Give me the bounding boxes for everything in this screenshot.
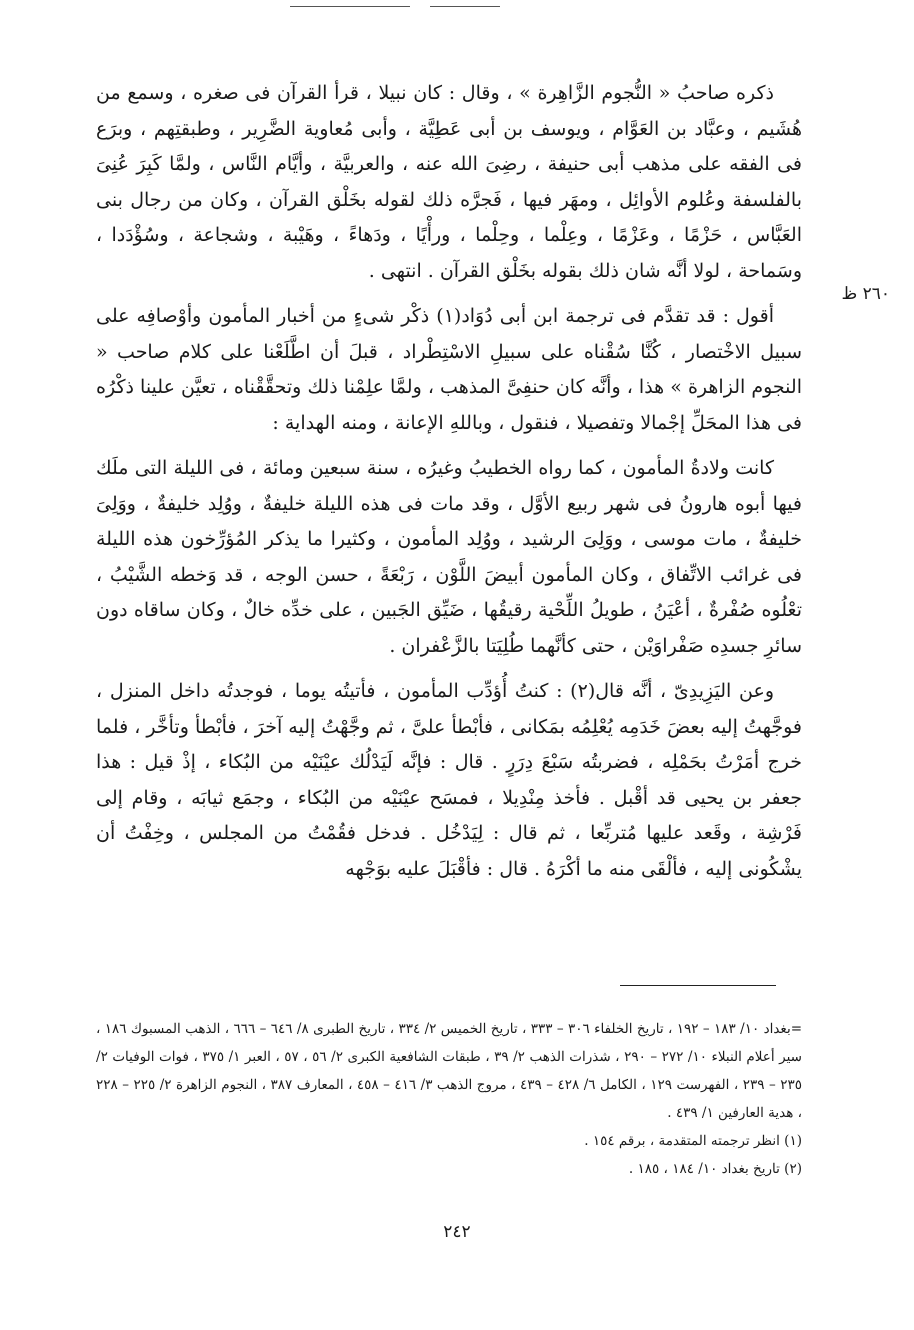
paragraph-yazidi-anecdote: وعن اليَزِيدِىّ ، أنَّه قال(٢) : كنتُ أُؤدِّب المأمون ، فأتيتُه يوما ، فوجدتُه داخل المنزل ، فوجَّهتُ إليه بعضَ خَدَمِه يُعْلِمُه بمَكانى ، فأبْطأ علىَّ ، ثم وجَّهْتُ إليه آخرَ ، فأبْطأ وتأخَّر ، فلما خرج أمَرْتُ بحَمْلِه ، فضربتُه سَبْعَ دِرَرٍ . قال : فإنَّه لَيَدْلُك عيْنَيْه من البُكاء ، إذْ قيل : هذا جعفر بن يحيى قد أقْبل . فأخذ مِنْدِيلا ، فمسَح عيْنَيْه من البُكاء ، وجمَع ثيابَه ، وقام إلى فَرْشِة ، وقَعد عليها مُتربِّعا ، ثم قال : لِيَدْخُل . فدخل فقُمْتُ من المجلس ، وخِفْتُ أن يشْكُونى إليه ، فألْقَى منه ما أكْرَهُ . قال : فأقْبَلَ عليه بوَجْهه (96, 680, 802, 880)
footnote-1: (١) انظر ترجمته المتقدمة ، برقم ١٥٤ . (584, 1133, 802, 1149)
footnote-continued-sources: =بغداد ١٠/ ١٨٣ – ١٩٢ ، تاريخ الخلفاء ٣٠٦ – ٣٣٣ ، تاريخ الخميس ٢/ ٣٣٤ ، تاريخ الطبرى ٨/ ٦٤٦ – ٦٦٦ ، الذهب المسبوك ١٨٦ ، سير أعلام النبلاء ١٠/ ٢٧٢ – ٢٩٠ ، شذرات الذهب ٢/ ٣٩ ، طبقات الشافعية الكبرى ٢/ ٥٦ ، ٥٧ ، العبر ١/ ٣٧٥ ، فوات الوفيات ٢/ ٢٣٥ – ٢٣٩ ، الفهرست ١٢٩ ، الكامل ٦/ ٤٢٨ – ٤٣٩ ، مروج الذهب ٣/ ٤١٦ – ٤٥٨ ، المعارف ٣٨٧ ، النجوم الزاهرة ٢/ ٢٢٥ – ٢٢٨ ، هدية العارفين ١/ ٤٣٩ . (96, 1021, 803, 1121)
top-rule-right (430, 6, 500, 7)
page-number: ٢٤٢ (443, 1222, 471, 1242)
footnotes (96, 1015, 802, 1183)
footnote-2: (٢) تاريخ بغداد ١٠/ ١٨٤ ، ١٨٥ . (628, 1161, 802, 1177)
main-text (96, 76, 802, 887)
paragraph-author-comment: أقول : قد تقدَّم فى ترجمة ابن أبى دُوَاد(١) ذكْر شىءٍ من أخبار المأمون وأوْصافِه على سبيل الاخْتصار ، كُنَّا سُقْناه على سبيلِ الاسْتِطْراد ، قبلَ أن اطَّلَعْنا على كلام صاحب « النجوم الزاهرة » هذا ، وأنَّه كان حنفِىَّ المذهب ، ولمَّا علِمْنا ذلك وتحقَّقْناه ، تعيَّن علينا ذكْرُه فى هذا المحَلِّ إجْمالا وتفصيلا ، فنقول ، وباللهِ الإعانة ، ومنه الهداية : (96, 305, 802, 434)
paragraph-birth-description: كانت ولادةُ المأمون ، كما رواه الخطيبُ وغيرُه ، سنة سبعين ومائة ، فى الليلة التى ملَك فيها أبوه هارونُ فى شهر ربيع الأوَّل ، وقد مات فى هذه الليلة خليفةٌ ، ووُلِد خليفةٌ ، ووَلِىَ خليفةٌ ، مات موسى ، ووَلِىَ الرشيد ، ووُلِد المأمون ، وكثيرا ما يذكر المُؤرِّخون هذه الليلة فى غرائب الاتِّفاق ، وكان المأمون أبيضَ اللَّوْن ، رَبْعَةً ، حسن الوجه ، قد وَخطه الشَّيْبُ ، تعْلُوه صُفْرةٌ ، أعْيَنُ ، طويلُ اللِّحْية رقيقُها ، ضَيِّق الجَبين ، على خدِّه خالٌ ، وكان ساقاه دون سائرِ جسدِه صَفْراوَيْن ، حتى كأنَّهما طُلِيَتا بالزَّعْفران . (96, 457, 802, 657)
margin-folio-note: ٢٦٠ ظ (841, 284, 890, 304)
footnote-separator (620, 985, 776, 986)
top-rule-left (290, 6, 410, 7)
paragraph-biography-quote: ذكره صاحبُ « النُّجوم الزَّاهِرة » ، وقال : كان نبيلا ، قرأ القرآن فى صغره ، وسمع من هُشَيم ، وعبَّاد بن العَوَّام ، ويوسف بن أبى عَطِيَّة ، وأبى مُعاوية الضَّرِير ، وطبقتِهم ، وبرَع فى الفقه على مذهب أبى حنيفة ، رضِىَ الله عنه ، والعربيَّة ، وأيَّام النَّاس ، ولمَّا كَبِرَ عُنِىَ بالفلسفة وعُلوم الأوائِل ، ومهَر فيها ، فَجرَّه ذلك لقوله بخَلْق القرآن ، وكان من رجال بنى العَبَّاس ، حَزْمًا ، وعَزْمًا ، وعِلْما ، وحِلْما ، ورأْيًا ، ودَهاءً ، وهَيْبة ، وشجاعة ، وسُؤْدَدا ، وسَماحة ، لولا أنَّه شان ذلك بقوله بخَلْق القرآن . انتهى . (96, 82, 802, 282)
